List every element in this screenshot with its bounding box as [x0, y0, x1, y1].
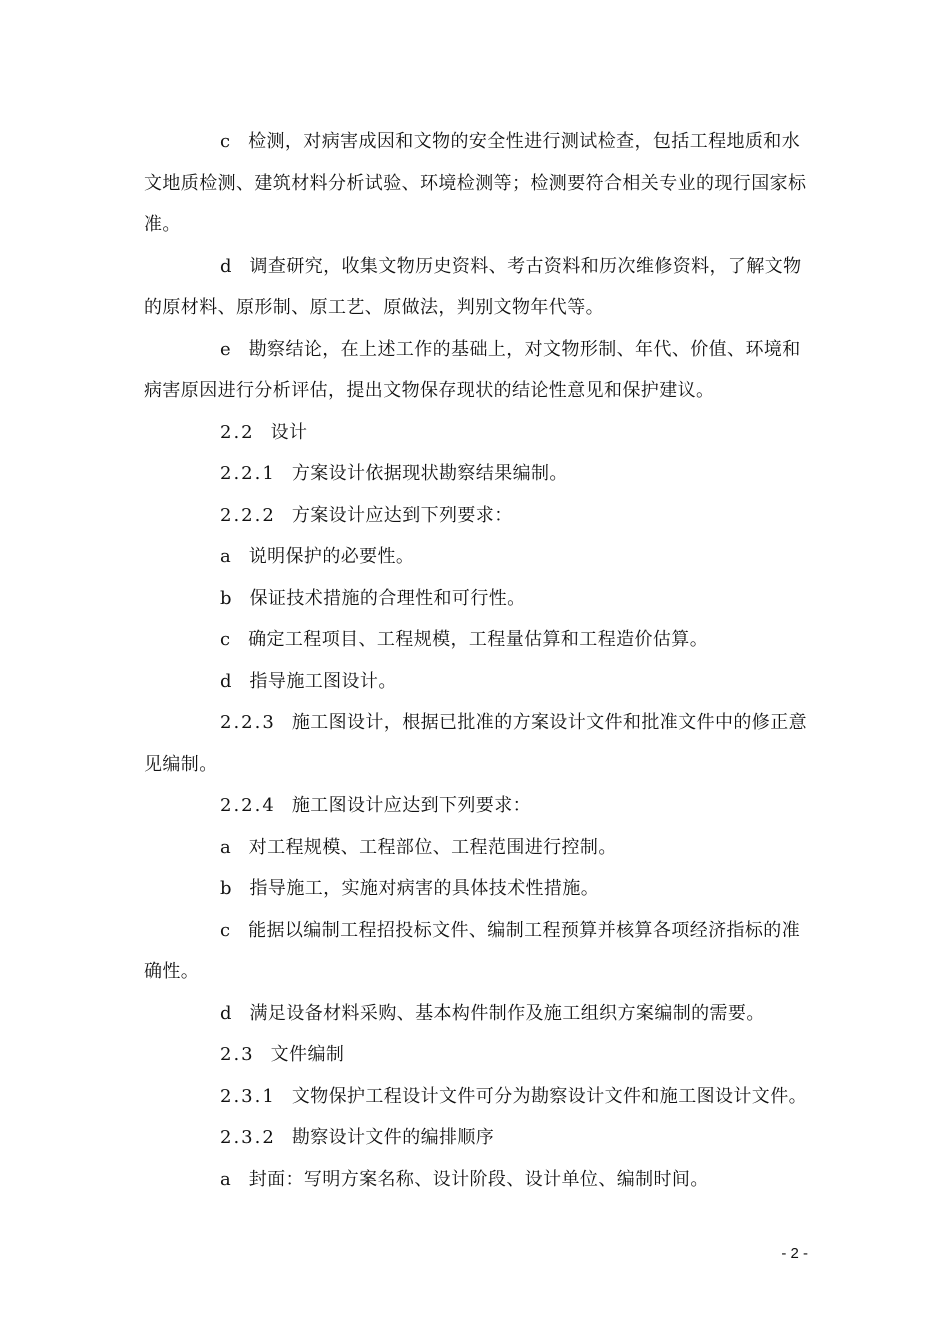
paragraph	[144, 993, 808, 1035]
item-text: 能据以编制工程招投标文件、编制工程预算并核算各项经济指标的准确性。	[144, 919, 801, 982]
item-text: 检测，对病害成因和文物的安全性进行测试检查，包括工程地质和水文地质检测、建筑材料分析试验、环境检测等；检测要符合相关专业的现行国家标准。	[144, 131, 807, 235]
paragraph	[144, 702, 808, 785]
clause-number: 2.3.1	[220, 1085, 276, 1107]
paragraph	[144, 619, 808, 661]
item-text: 对工程规模、工程部位、工程范围进行控制。	[248, 836, 617, 858]
clause-text: 勘察设计文件的编排顺序	[291, 1127, 495, 1148]
paragraph	[144, 868, 808, 910]
item-number: a	[220, 836, 233, 858]
item-text: 确定工程项目、工程规模，工程量估算和工程造价估算。	[248, 629, 709, 650]
clause-text: 方案设计依据现状勘察结果编制。	[291, 463, 568, 484]
body-text	[144, 121, 808, 1200]
item-text: 勘察结论，在上述工作的基础上，对文物形制、年代、价值、环境和病害原因进行分析评估，提出文物保存现状的结论性意见和保护建议。	[144, 338, 801, 401]
paragraph	[144, 121, 808, 246]
clause-number: 2.2.3	[220, 712, 276, 733]
clause-text: 文物保护工程设计文件可分为勘察设计文件和施工图设计文件。	[291, 1085, 808, 1107]
paragraph	[144, 536, 808, 578]
section-title: 文件编制	[270, 1044, 345, 1065]
paragraph	[144, 1159, 808, 1201]
paragraph	[144, 1117, 808, 1159]
section-number: 2.3	[220, 1044, 255, 1065]
paragraph	[144, 578, 808, 620]
item-number: b	[220, 587, 234, 609]
clause-text: 方案设计应达到下列要求：	[291, 504, 513, 526]
item-number: c	[220, 919, 233, 941]
paragraph	[144, 1076, 808, 1118]
paragraph	[144, 246, 808, 329]
item-number: a	[220, 546, 233, 567]
clause-text: 施工图设计应达到下列要求：	[291, 795, 532, 816]
clause-text: 施工图设计，根据已批准的方案设计文件和批准文件中的修正意见编制。	[144, 712, 808, 775]
page-number: - 2 -	[781, 1245, 808, 1262]
clause-number: 2.2.2	[220, 504, 276, 526]
item-text: 说明保护的必要性。	[248, 546, 415, 567]
item-number: d	[220, 255, 234, 277]
clause-number: 2.3.2	[220, 1127, 276, 1148]
item-text: 指导施工图设计。	[249, 670, 397, 692]
paragraph	[144, 453, 808, 495]
section-heading	[144, 412, 808, 454]
paragraph	[144, 661, 808, 703]
item-number: d	[220, 670, 234, 692]
section-title: 设计	[270, 421, 308, 443]
item-number: e	[220, 338, 233, 360]
item-text: 调查研究，收集文物历史资料、考古资料和历次维修资料，了解文物的原材料、原形制、原工艺、原做法，判别文物年代等。	[144, 255, 802, 318]
item-text: 保证技术措施的合理性和可行性。	[249, 587, 526, 609]
item-number: b	[220, 878, 234, 899]
clause-number: 2.2.1	[220, 463, 276, 484]
paragraph	[144, 329, 808, 412]
item-number: a	[220, 1168, 233, 1190]
section-heading	[144, 1034, 808, 1076]
paragraph	[144, 827, 808, 869]
paragraph	[144, 785, 808, 827]
item-text: 封面：写明方案名称、设计阶段、设计单位、编制时间。	[248, 1168, 709, 1190]
item-text: 指导施工，实施对病害的具体技术性措施。	[249, 878, 600, 899]
paragraph	[144, 910, 808, 993]
item-number: c	[220, 629, 233, 650]
paragraph	[144, 495, 808, 537]
clause-number: 2.2.4	[220, 795, 276, 816]
item-number: c	[220, 131, 233, 152]
item-text: 满足设备材料采购、基本构件制作及施工组织方案编制的需要。	[249, 1002, 765, 1024]
section-number: 2.2	[220, 421, 255, 443]
item-number: d	[220, 1002, 234, 1024]
